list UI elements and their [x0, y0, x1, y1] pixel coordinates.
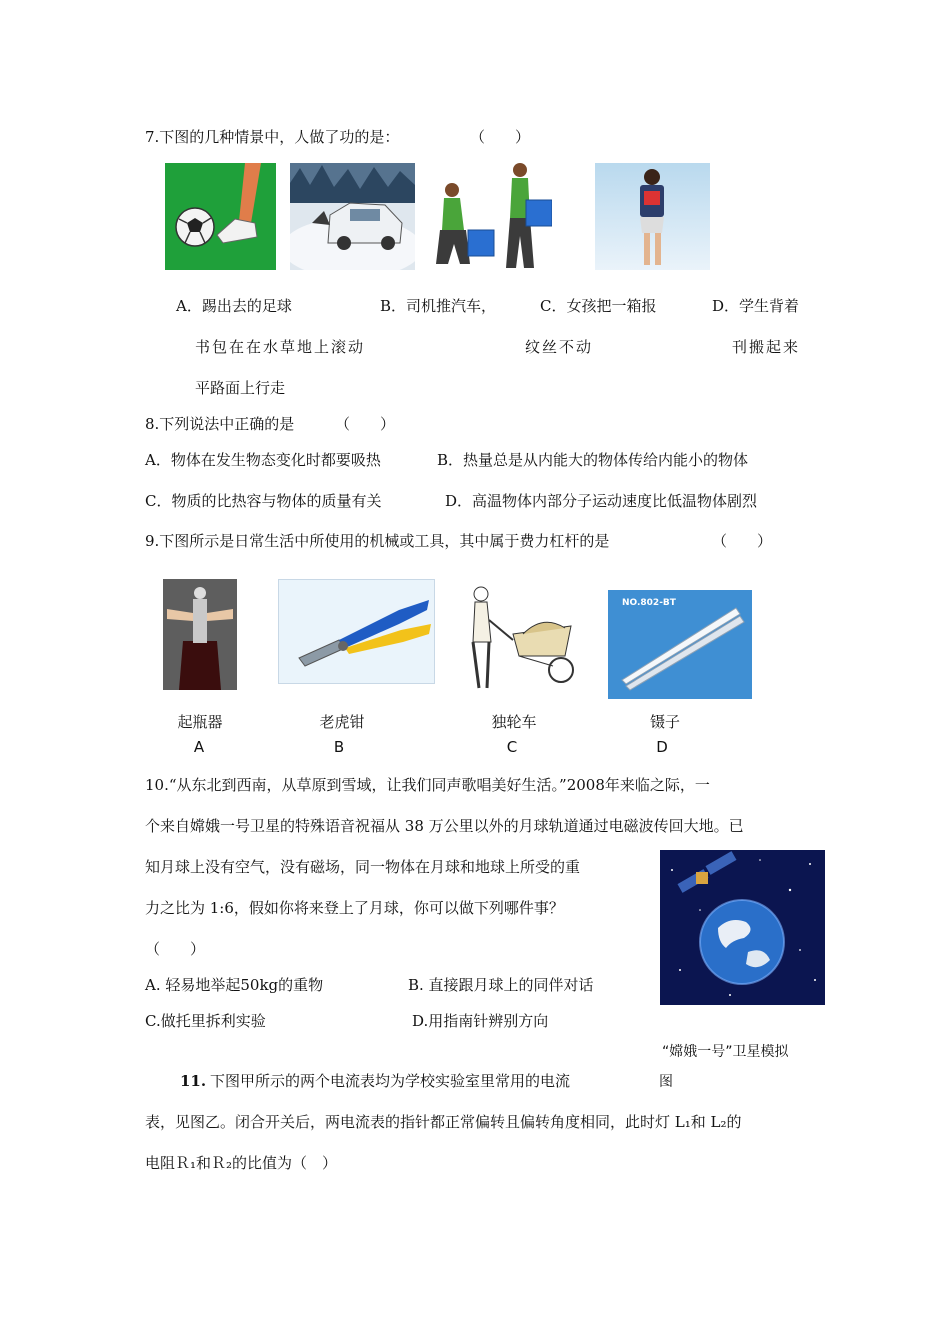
bottle-opener-photo	[163, 579, 237, 690]
q10-bracket: （ ）	[145, 940, 206, 958]
q11-line1: 下图甲所示的两个电流表均为学校实验室里常用的电流	[210, 1072, 571, 1090]
q7-option-c-line2: 刊搬起来	[732, 338, 801, 356]
q8-option-d: D．高温物体内部分子运动速度比低温物体剧烈	[445, 492, 758, 510]
wheelbarrow-drawing	[453, 584, 578, 692]
q7-bracket: （ ）	[470, 128, 531, 146]
q9-item-a-name: 起瓶器	[177, 713, 223, 731]
satellite-earth-image	[660, 850, 825, 1005]
q9-item-c-letter: C	[506, 738, 518, 756]
q7-option-b-line2: 纹丝不动	[525, 338, 594, 356]
q8-option-a: A．物体在发生物态变化时都要吸热	[145, 451, 381, 469]
q11-number: 11.	[180, 1072, 207, 1090]
pliers-photo	[278, 579, 435, 684]
q7-option-a-line2: 书包在在水草地上滚动	[195, 338, 366, 356]
q10-line3: 知月球上没有空气，没有磁场，同一物体在月球和地球上所受的重	[145, 858, 581, 876]
q10-line4: 力之比为 1:6，假如你将来登上了月球，你可以做下列哪件事？	[145, 899, 564, 917]
q7-option-b-line1: B．司机推汽车，	[380, 297, 497, 315]
q9-item-b-letter: B	[333, 738, 345, 756]
q9-item-b-name: 老虎钳	[319, 713, 365, 731]
q10-option-a: A. 轻易地举起50kg的重物	[145, 976, 324, 994]
girl-lifting-box-photo	[430, 160, 552, 270]
q8-stem: 8.下列说法中正确的是	[145, 415, 295, 433]
q7-option-d-line2: 平路面上行走	[195, 379, 286, 397]
tweezers-photo	[608, 590, 752, 699]
q8-option-c: C．物质的比热容与物体的质量有关	[145, 492, 382, 510]
q10-option-b: B. 直接跟月球上的同伴对话	[408, 976, 594, 994]
satellite-caption-line1: “嫦娥一号”卫星模拟	[662, 1044, 789, 1060]
q10-line1: 10.“从东北到西南，从草原到雪域，让我们同声歌唱美好生活。”2008年来临之际，一	[145, 776, 710, 794]
soccer-kick-photo	[165, 163, 276, 270]
tweezers-model-tag: NO.802-BT	[622, 598, 676, 608]
q9-stem: 9.下图所示是日常生活中所使用的机械或工具，其中属于费力杠杆的是	[145, 532, 610, 550]
student-walking-photo	[595, 163, 710, 270]
q11-line3: 电阻Ｒ₁和Ｒ₂的比值为（ ）	[145, 1154, 338, 1172]
q9-bracket: （ ）	[712, 532, 773, 550]
q7-option-c-line1: C．女孩把一箱报	[540, 297, 657, 315]
q8-bracket: （ ）	[335, 415, 396, 433]
q7-stem: 7.下图的几种情景中，人做了功的是：	[145, 128, 400, 146]
q9-item-c-name: 独轮车	[491, 713, 537, 731]
q9-item-a-letter: A	[193, 738, 205, 756]
q11-line2: 表，见图乙。闭合开关后，两电流表的指针都正常偏转且偏转角度相同，此时灯 L₁和 L₂的	[145, 1113, 742, 1131]
q10-option-d: D.用指南针辨别方向	[412, 1012, 549, 1030]
q10-option-c: C.做托里拆利实验	[145, 1012, 266, 1030]
car-in-snow-photo	[290, 163, 415, 270]
q8-option-b: B．热量总是从内能大的物体传给内能小的物体	[437, 451, 749, 469]
q9-item-d-letter: D	[656, 738, 668, 756]
satellite-caption-line2: 图	[659, 1074, 673, 1090]
q9-item-d-name: 镊子	[649, 713, 680, 731]
q10-line2: 个来自嫦娥一号卫星的特殊语音祝福从 38 万公里以外的月球轨道通过电磁波传回大地。已	[145, 817, 744, 835]
q7-option-a-line1: A．踢出去的足球	[176, 297, 292, 315]
q7-option-d-line1: D．学生背着	[712, 297, 800, 315]
